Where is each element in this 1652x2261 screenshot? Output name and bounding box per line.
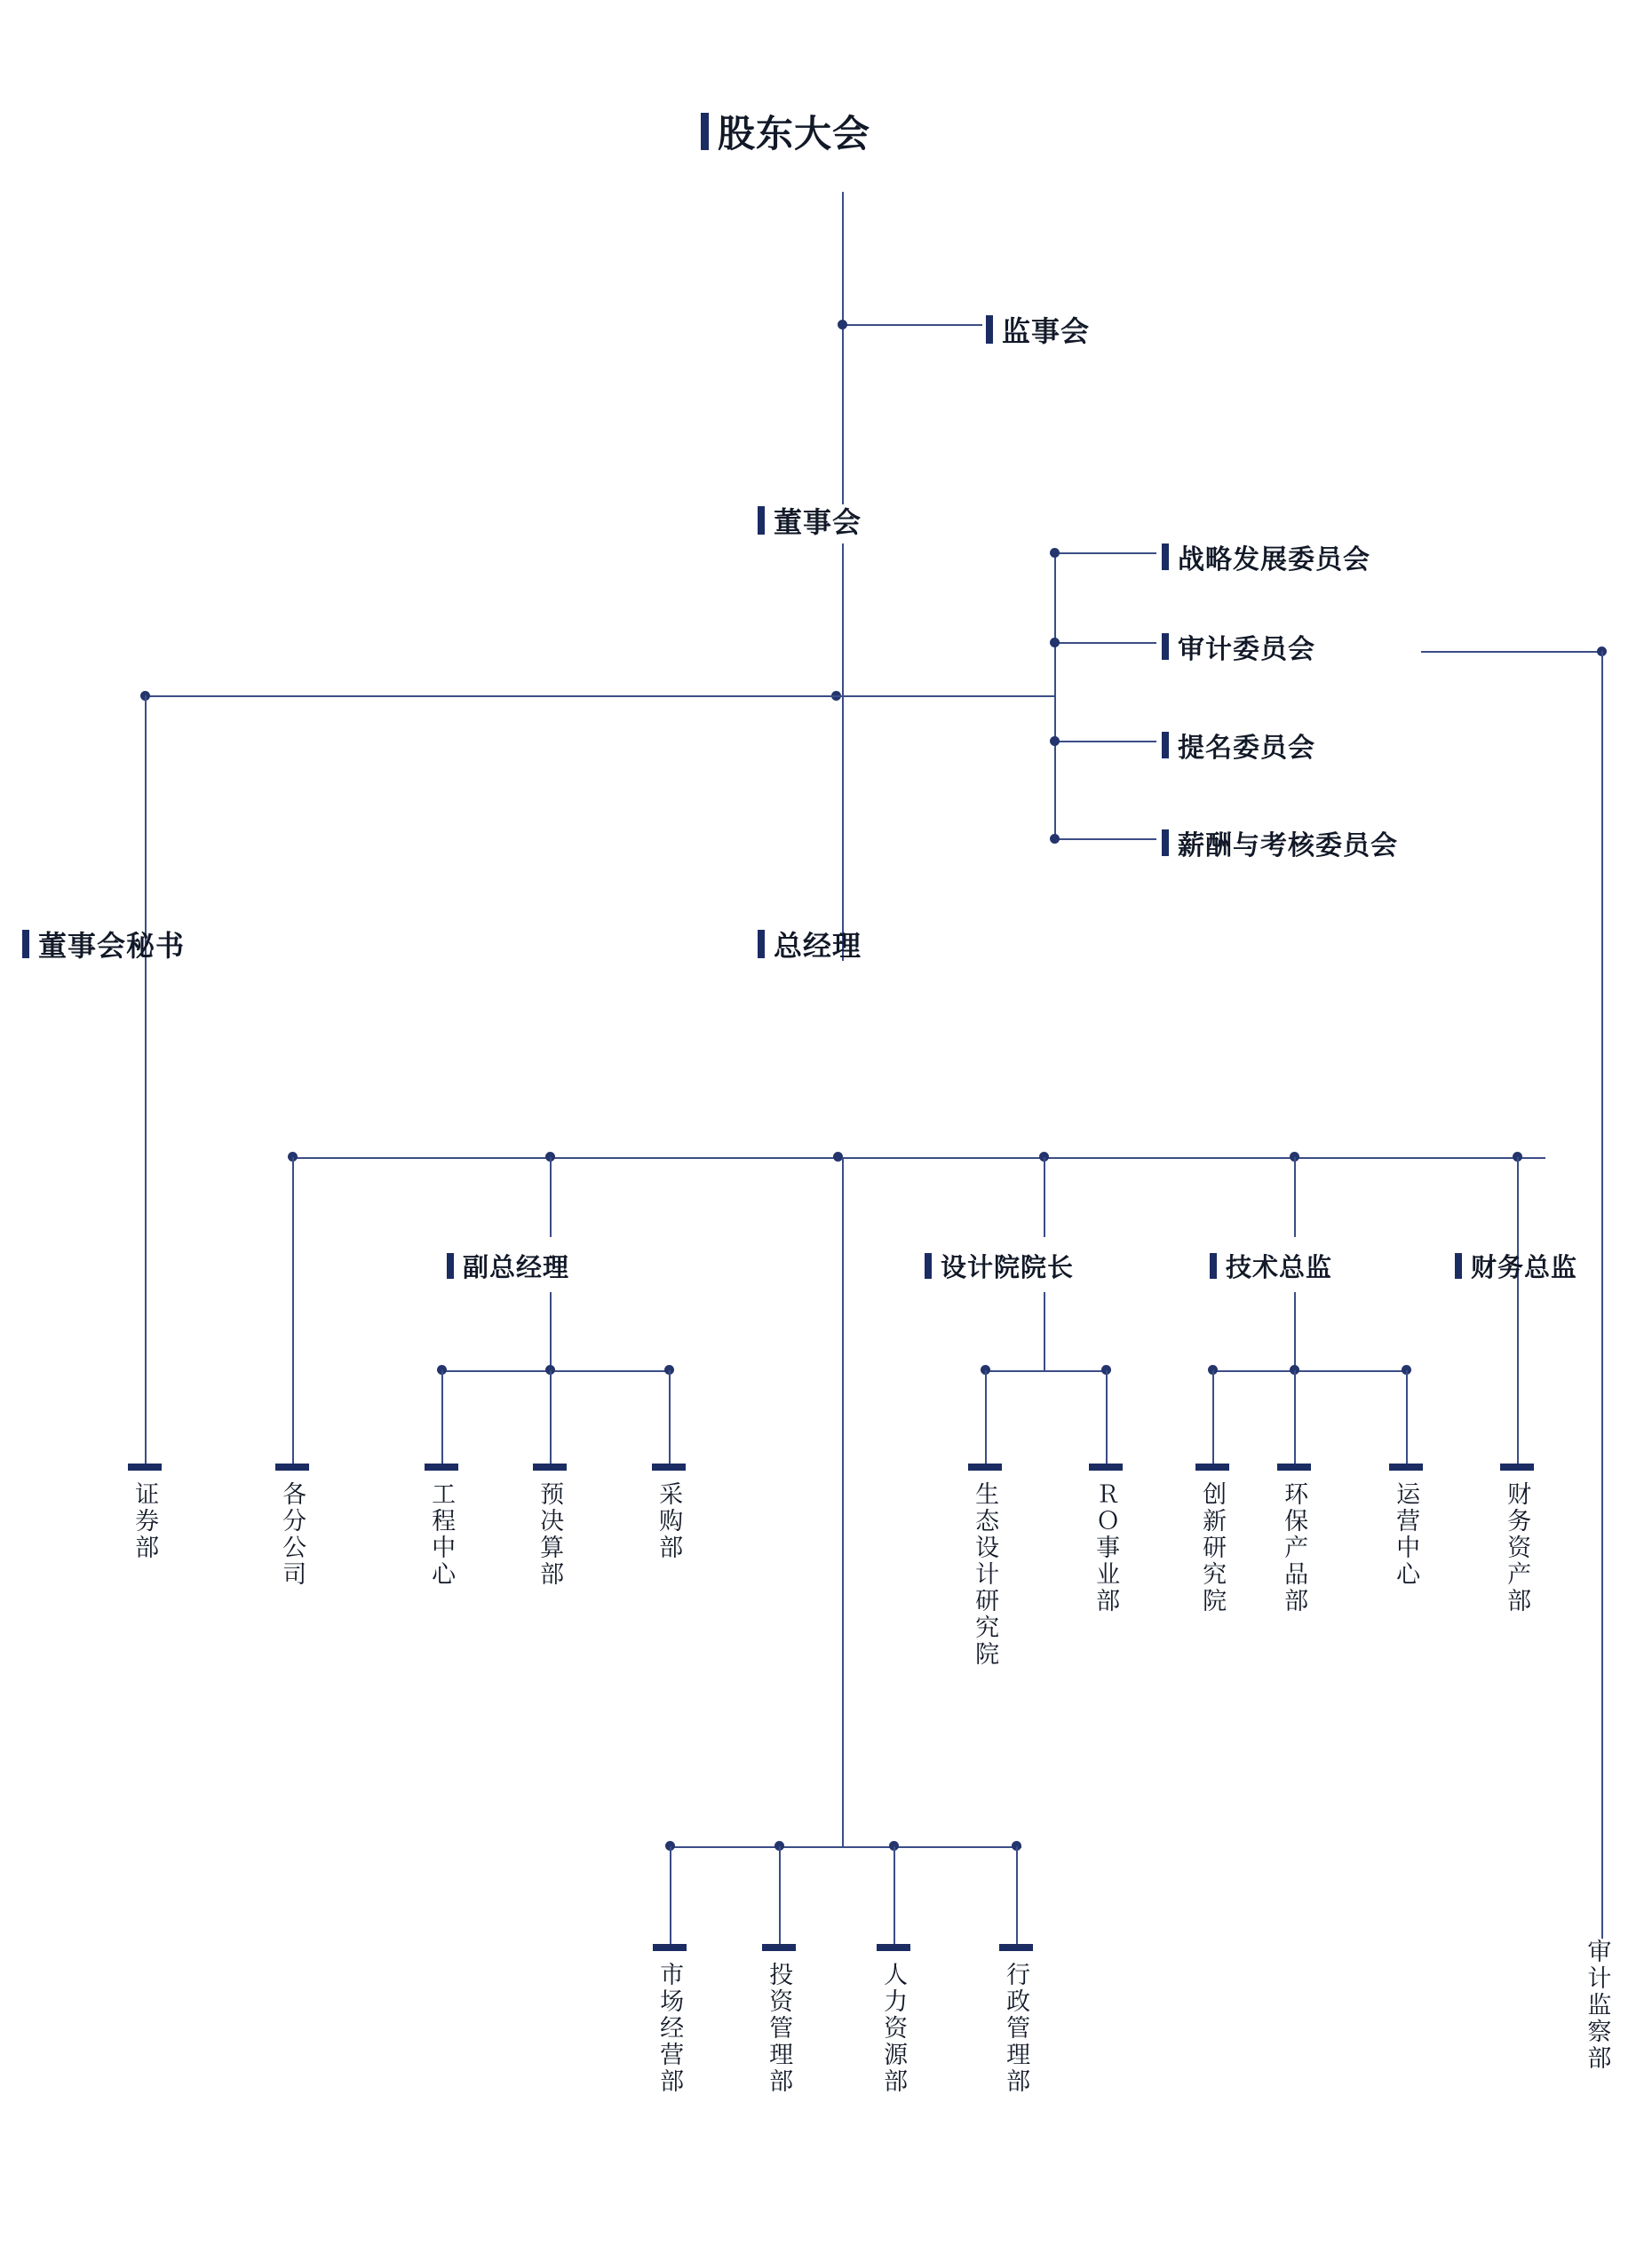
node-label: 审计委员会	[1178, 635, 1315, 664]
leaf-label: 采购部	[655, 1481, 683, 1561]
connector-drop-deputy-gm	[550, 1157, 552, 1237]
leaf-operations-center[interactable]	[1389, 1464, 1423, 1588]
node-label: 股东大会	[718, 113, 871, 155]
leaf-finance-assets-department[interactable]	[1500, 1464, 1534, 1614]
connector-committee-2	[1054, 642, 1156, 644]
connector-drop-budget	[550, 1370, 552, 1464]
node-technical-director[interactable]	[1210, 1248, 1332, 1284]
leaf-accent-bar	[999, 1944, 1033, 1951]
leaf-accent-bar	[1500, 1464, 1534, 1471]
leaf-investment-management-department[interactable]	[762, 1944, 796, 2095]
leaf-label: 工程中心	[428, 1481, 456, 1588]
node-general-manager[interactable]	[758, 924, 862, 964]
connector-gm-bus	[291, 1157, 1545, 1159]
leaf-accent-bar	[533, 1464, 567, 1471]
node-label: 总经理	[774, 930, 862, 962]
leaf-label: 投资管理部	[766, 1962, 793, 2095]
leaf-market-operation-department[interactable]	[653, 1944, 687, 2095]
leaf-accent-bar	[275, 1464, 309, 1471]
connector-drop-branches	[292, 1157, 294, 1464]
node-label: 董事会秘书	[38, 930, 186, 962]
node-accent-bar	[1162, 633, 1169, 660]
connector-drop-procurement	[669, 1370, 671, 1464]
node-accent-bar	[758, 930, 765, 958]
leaf-label: 行政管理部	[1003, 1962, 1030, 2095]
connector-drop-ro-division	[1106, 1370, 1108, 1464]
leaf-accent-bar	[1277, 1464, 1311, 1471]
connector-board-to-gm	[842, 543, 844, 961]
junction-dot-committee-4	[1050, 834, 1060, 844]
connector-drop-design-dean	[1044, 1157, 1045, 1237]
leaf-accent-bar	[128, 1464, 162, 1471]
connector-drop-innovation	[1212, 1370, 1214, 1464]
connector-drop-engineering	[441, 1370, 443, 1464]
leaf-label: 创新研究院	[1199, 1481, 1227, 1614]
leaf-label: 环保产品部	[1281, 1481, 1308, 1614]
leaf-branch-companies[interactable]	[275, 1464, 309, 1588]
node-shareholders-meeting[interactable]	[701, 105, 870, 158]
connector-design-dean-down	[1044, 1292, 1045, 1370]
connector-drop-env-products	[1294, 1370, 1296, 1464]
junction-dot-committee-3	[1050, 736, 1060, 746]
node-financial-director[interactable]	[1455, 1248, 1577, 1284]
leaf-securities-department[interactable]	[128, 1464, 162, 1561]
connector-audit-to-dept	[1421, 651, 1603, 653]
connector-board-to-secretary	[146, 695, 844, 697]
node-committee-audit[interactable]	[1162, 627, 1315, 666]
connector-board-to-committee-spine	[842, 695, 1056, 697]
node-label: 提名委员会	[1178, 734, 1315, 763]
leaf-accent-bar	[762, 1944, 796, 1951]
node-accent-bar	[1210, 1253, 1217, 1279]
node-label: 设计院院长	[941, 1254, 1075, 1282]
leaf-label: ＲＯ事业部	[1092, 1481, 1120, 1614]
junction-dot-supervisory	[838, 320, 847, 329]
node-deputy-general-manager[interactable]	[447, 1248, 569, 1284]
leaf-label: 人力资源部	[880, 1962, 908, 2095]
connector-committee-3	[1054, 741, 1156, 742]
junction-dot-committee-2	[1050, 638, 1060, 647]
leaf-eco-design-institute[interactable]	[968, 1464, 1002, 1668]
connector-drop-operations	[1406, 1370, 1408, 1464]
leaf-environmental-products[interactable]	[1277, 1464, 1311, 1614]
leaf-label: 市场经营部	[656, 1962, 684, 2095]
leaf-label: 各分公司	[279, 1481, 306, 1588]
node-accent-bar	[447, 1253, 454, 1279]
node-accent-bar	[758, 506, 765, 535]
connector-secretary-to-securities	[145, 695, 147, 1464]
connector-deputy-gm-down	[550, 1292, 552, 1370]
connector-design-dean-bus	[986, 1370, 1107, 1372]
connector-committee-4	[1054, 838, 1156, 840]
leaf-audit-supervision-department[interactable]	[1584, 1939, 1609, 2072]
node-label: 董事会	[774, 506, 862, 538]
leaf-label: 生态设计研究院	[972, 1481, 999, 1668]
connector-drop-admin	[1016, 1846, 1018, 1944]
leaf-accent-bar	[968, 1464, 1002, 1471]
node-accent-bar	[986, 315, 993, 344]
node-accent-bar	[701, 113, 709, 150]
leaf-label: 审计监察部	[1584, 1939, 1611, 2072]
leaf-accent-bar	[425, 1464, 458, 1471]
node-board-secretary[interactable]	[22, 924, 185, 964]
node-committee-compensation[interactable]	[1162, 823, 1398, 862]
node-accent-bar	[22, 930, 29, 958]
node-label: 副总经理	[463, 1254, 570, 1282]
connector-drop-market	[670, 1846, 671, 1944]
node-label: 财务总监	[1471, 1254, 1578, 1282]
node-committee-strategy[interactable]	[1162, 537, 1370, 576]
node-accent-bar	[1162, 543, 1169, 570]
leaf-procurement-department[interactable]	[652, 1464, 686, 1561]
node-label: 战略发展委员会	[1178, 545, 1370, 575]
connector-audit-dept-vertical	[1601, 651, 1603, 1939]
node-accent-bar	[1162, 829, 1169, 856]
connector-deputy-gm-bus	[442, 1370, 670, 1372]
junction-dot-committee-1	[1050, 548, 1060, 558]
node-design-institute-dean[interactable]	[925, 1248, 1074, 1284]
leaf-label: 财务资产部	[1504, 1481, 1531, 1614]
leaf-human-resources-department[interactable]	[877, 1944, 910, 2095]
node-accent-bar	[1455, 1253, 1462, 1279]
connector-board-to-supervisory	[842, 324, 982, 326]
connector-committee-1	[1054, 552, 1156, 554]
leaf-accent-bar	[1389, 1464, 1423, 1471]
leaf-accent-bar	[1195, 1464, 1229, 1471]
leaf-accent-bar	[652, 1464, 686, 1471]
leaf-engineering-center[interactable]	[425, 1464, 458, 1588]
node-committee-nomination[interactable]	[1162, 726, 1315, 765]
leaf-accent-bar	[877, 1944, 910, 1951]
connector-gm-lower-bus	[671, 1846, 1021, 1848]
connector-tech-director-down	[1294, 1292, 1296, 1370]
node-label: 技术总监	[1226, 1254, 1333, 1282]
leaf-accent-bar	[1089, 1464, 1123, 1471]
node-supervisory-board[interactable]	[986, 309, 1090, 350]
connector-drop-investment	[779, 1846, 781, 1944]
connector-drop-eco-design	[985, 1370, 987, 1464]
connector-drop-tech-director	[1294, 1157, 1296, 1237]
connector-drop-hr	[894, 1846, 895, 1944]
leaf-accent-bar	[653, 1944, 687, 1951]
leaf-label: 预决算部	[536, 1481, 564, 1588]
leaf-ro-division[interactable]	[1089, 1464, 1123, 1614]
node-board-of-directors[interactable]	[758, 500, 862, 541]
leaf-innovation-institute[interactable]	[1195, 1464, 1229, 1614]
node-label: 薪酬与考核委员会	[1178, 831, 1398, 861]
node-accent-bar	[1162, 732, 1169, 758]
node-accent-bar	[925, 1253, 932, 1279]
leaf-administration-department[interactable]	[999, 1944, 1033, 2095]
connector-shareholders-to-board	[842, 192, 844, 504]
leaf-label: 证券部	[131, 1481, 159, 1561]
leaf-budget-department[interactable]	[533, 1464, 567, 1588]
node-label: 监事会	[1002, 315, 1091, 347]
connector-drop-finance-director	[1517, 1157, 1519, 1464]
connector-tech-director-bus	[1213, 1370, 1407, 1372]
leaf-label: 运营中心	[1393, 1481, 1420, 1588]
connector-gm-to-lower-bus	[842, 1157, 844, 1847]
